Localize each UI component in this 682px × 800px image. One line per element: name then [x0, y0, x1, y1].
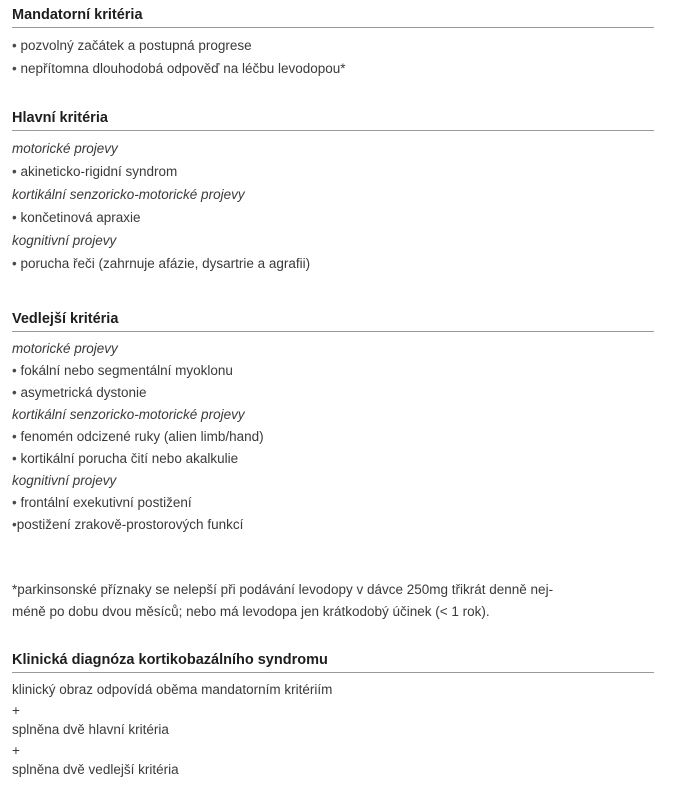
mandatory-item: • pozvolný začátek a postupná progrese — [12, 34, 654, 57]
main-motor-item: • akineticko-rigidní syndrom — [12, 160, 654, 183]
diagnosis-section — [12, 651, 654, 781]
main-cortical-label: kortikální senzoricko-motorické projevy — [12, 187, 245, 202]
footnote-line: méně po dobu dvou měsíců; nebo má levodopa jen krátkodobý účinek (< 1 rok). — [12, 604, 490, 619]
minor-motor-label: motorické projevy — [12, 341, 118, 356]
plus-sign: + — [12, 743, 20, 758]
diagnosis-line: klinický obraz odpovídá oběma mandatorním kritériím — [12, 682, 333, 697]
plus-sign: + — [12, 703, 20, 718]
mandatory-item: • nepřítomna dlouhodobá odpověď na léčbu levodopou* — [12, 57, 654, 80]
minor-cognitive-label: kognitivní projevy — [12, 473, 117, 488]
minor-cortical-item: • fenomén odcizené ruky (alien limb/hand) — [12, 426, 654, 448]
minor-motor-item: • fokální nebo segmentální myoklonu — [12, 360, 654, 382]
minor-cognitive-item: • postižení zrakově-prostorových funkcí — [12, 514, 654, 536]
diagnosis-line: splněna dvě vedlejší kritéria — [12, 762, 179, 777]
mandatory-heading: Mandatorní kritéria — [12, 6, 654, 28]
diagnosis-heading: Klinická diagnóza kortikobazálního syndromu — [12, 651, 654, 673]
main-cognitive-label: kognitivní projevy — [12, 233, 117, 248]
minor-motor-item: • asymetrická dystonie — [12, 382, 654, 404]
main-cortical-item: • končetinová apraxie — [12, 206, 654, 229]
main-heading: Hlavní kritéria — [12, 109, 654, 131]
diagnosis-line: splněna dvě hlavní kritéria — [12, 722, 169, 737]
footnote — [12, 579, 654, 623]
minor-cortical-label: kortikální senzoricko-motorické projevy — [12, 407, 245, 422]
minor-cognitive-item: • frontální exekutivní postižení — [12, 492, 654, 514]
footnote-line: *parkinsonské příznaky se nelepší při podávání levodopy v dávce 250mg třikrát denně nej- — [12, 582, 554, 597]
main-section — [12, 109, 654, 275]
main-motor-label: motorické projevy — [12, 141, 118, 156]
main-cognitive-item: • porucha řeči (zahrnuje afázie, dysartrie a agrafii) — [12, 252, 654, 275]
minor-heading: Vedlejší kritéria — [12, 310, 654, 332]
mandatory-section — [12, 6, 654, 80]
minor-cortical-item: • kortikální porucha čití nebo akalkulie — [12, 448, 654, 470]
minor-section — [12, 310, 654, 536]
